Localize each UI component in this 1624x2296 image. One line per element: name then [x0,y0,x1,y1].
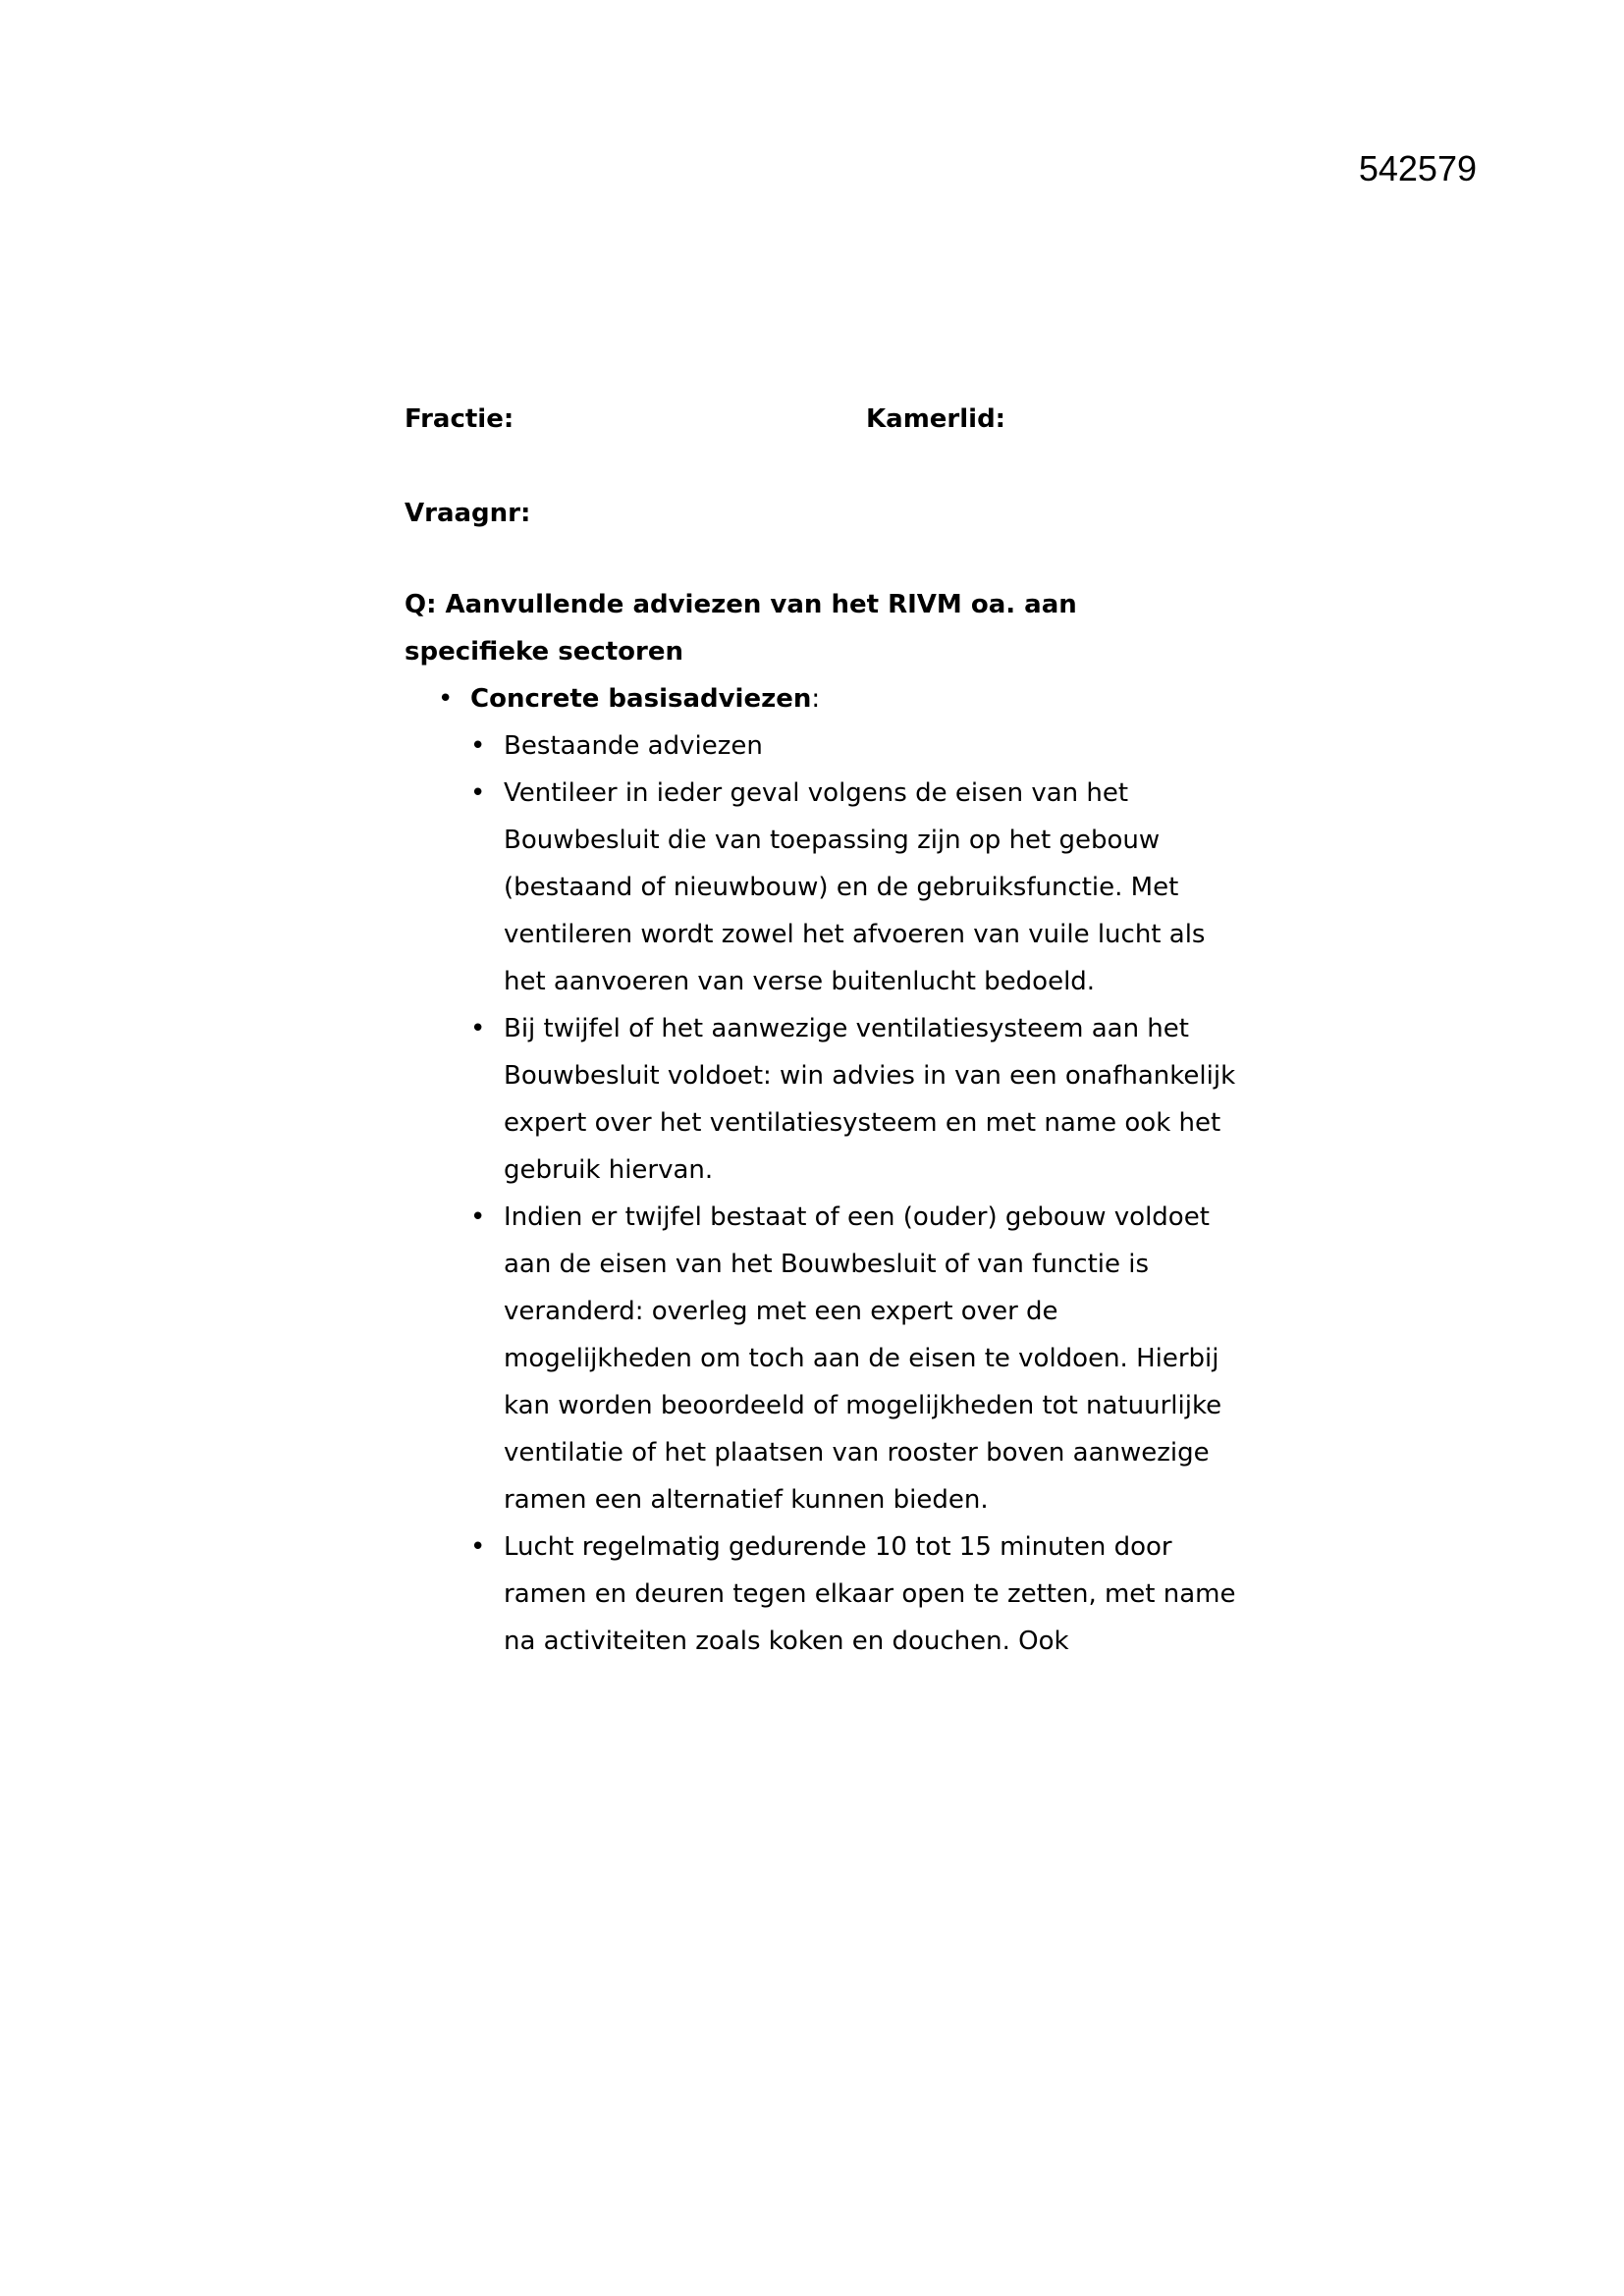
section-title-suffix: : [811,684,821,714]
bullet-icon: • [470,1532,486,1562]
list-item [470,1005,1245,1194]
list-item-text: Indien er twijfel bestaat of een (ouder) gebouw voldoet aan de eisen van het Bouwbesluit of van functie is veranderd: overleg met een expert over de mogelijkheden om toch aan de eisen te voldoen. Hierbij kan worden beoordeeld of mogelijkheden tot natuurlijke ventilatie of het plaatsen van rooster boven aanwezige ramen een alternatief kunnen bieden. [504,1202,1222,1515]
bullet-icon: • [470,778,486,808]
advice-list [438,675,1259,1665]
bullet-icon: • [470,1014,486,1043]
meta-row [405,396,1259,443]
list-item [470,722,1245,770]
list-item [470,1194,1245,1523]
kamerlid-label: Kamerlid: [866,404,1006,434]
list-item [470,1523,1245,1665]
bullet-icon: • [438,684,454,714]
bullet-icon: • [470,1202,486,1232]
fractie-label: Fractie: [405,404,514,434]
list-item-text: Lucht regelmatig gedurende 10 tot 15 minuten door ramen en deuren tegen elkaar open te zetten, met name na activiteiten zoals koken en douchen. Ook [504,1532,1236,1656]
bullet-icon: • [470,731,486,761]
document-number: 542579 [1358,148,1477,188]
document-body [405,396,1259,1665]
list-item-text: Bij twijfel of het aanwezige ventilatiesysteem aan het Bouwbesluit voldoet: win advies in van een onafhankelijk expert over het ventilatiesysteem en met name ook het gebruik hiervan. [504,1014,1236,1185]
list-item [470,770,1245,1005]
question-heading: Q: Aanvullende adviezen van het RIVM oa. aan specifieke sectoren [405,590,1077,667]
section-item [438,675,1259,1665]
advice-sublist [470,722,1259,1665]
section-title: Concrete basisadviezen [470,684,812,714]
list-item-text: Ventileer in ieder geval volgens de eisen van het Bouwbesluit die van toepassing zijn op het gebouw (bestaand of nieuwbouw) en de gebruiksfunctie. Met ventileren wordt zowel het afvoeren van vuile lucht als het aanvoeren van verse buitenlucht bedoeld. [504,778,1206,996]
list-item-text: Bestaande adviezen [504,731,763,761]
vraagnr-label: Vraagnr: [405,499,531,528]
vraagnr-row [405,490,1259,537]
